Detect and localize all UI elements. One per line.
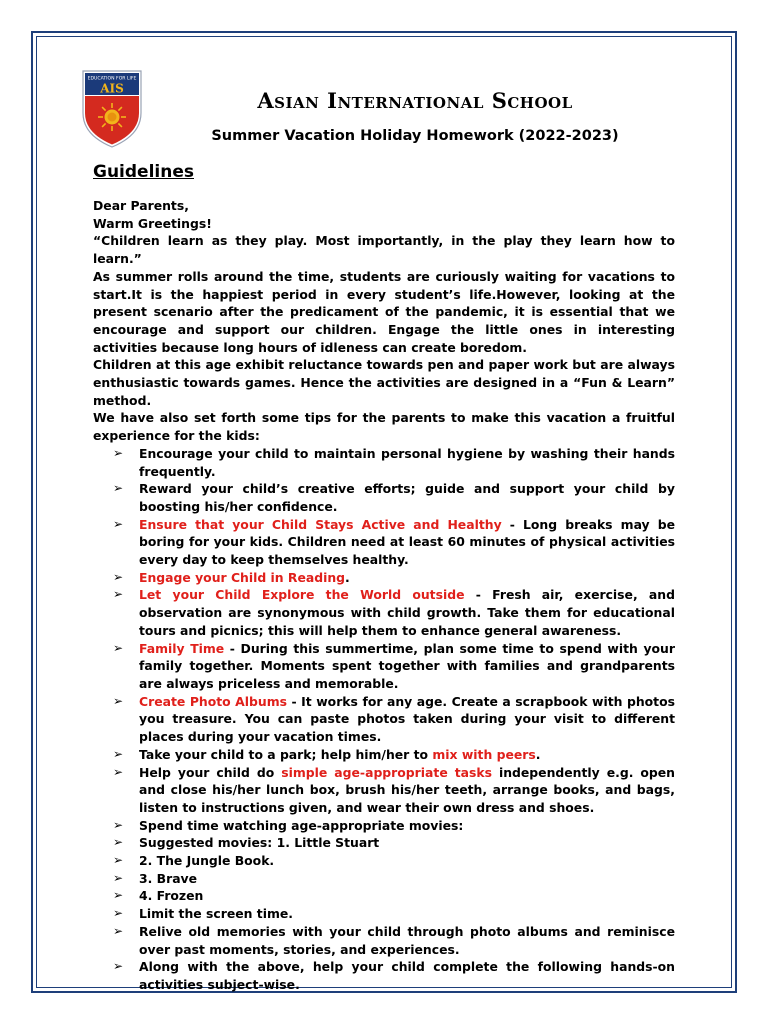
arrow-bullet-icon: ➢ — [113, 906, 124, 921]
arrow-bullet-icon: ➢ — [113, 569, 124, 584]
arrow-bullet-icon: ➢ — [113, 640, 124, 655]
arrow-bullet-icon: ➢ — [113, 746, 124, 761]
salutation: Dear Parents, — [93, 198, 189, 213]
list-item: ➢ Spend time watching age-appropriate movies: — [113, 817, 464, 833]
arrow-bullet-icon: ➢ — [113, 888, 124, 903]
arrow-bullet-icon: ➢ — [113, 516, 124, 531]
logo-initials: AIS — [100, 81, 124, 96]
intro-paragraph-2: Children at this age exhibit reluctance towards pen and paper work but are always enthusiastic towards games. Hence the activities are designed in a “Fun & Learn” method. — [93, 357, 675, 408]
arrow-bullet-icon: ➢ — [113, 870, 124, 885]
arrow-bullet-icon: ➢ — [113, 587, 124, 602]
school-name: Asian International School — [257, 88, 573, 113]
list-item: ➢ Help your child do simple age-appropriate tasks independently e.g. open and close his/her lunch box, brush his/her teeth, arrange books, and bags, listen to instructions given, and wear their own dress and shoes. — [113, 764, 676, 815]
list-item: ➢ Limit the screen time. — [113, 906, 293, 922]
arrow-bullet-icon: ➢ — [113, 923, 124, 938]
list-item: ➢ Encourage your child to maintain personal hygiene by washing their hands frequently. — [113, 445, 675, 479]
arrow-bullet-icon: ➢ — [113, 817, 124, 832]
intro-paragraph-1: As summer rolls around the time, students are curiously waiting for vacations to start.It is the happiest period in every student’s life.However, looking at the present scenario after the predicament of the pandemic, it is essential that we encourage and support our children. Engage the little ones in interesting activities because long hours of idleness can create boredom. — [93, 268, 675, 355]
list-item: ➢ Let your Child Explore the World outside - Fresh air, exercise, and observation are synonymous with child growth. Take them for educational tours and picnics; this will help them to enhance general awareness. — [113, 587, 675, 638]
list-item: ➢ Engage your Child in Reading. — [113, 569, 350, 585]
school-logo — [81, 69, 143, 149]
arrow-bullet-icon: ➢ — [113, 481, 124, 496]
list-item: ➢ Relive old memories with your child through photo albums and reminisce over past moments, stories, and experiences. — [113, 923, 675, 957]
arrow-bullet-icon: ➢ — [113, 693, 124, 708]
quote: “Children learn as they play. Most importantly, in the play they learn how to learn.” — [93, 233, 675, 267]
guidelines-body — [93, 197, 675, 994]
arrow-bullet-icon: ➢ — [113, 835, 124, 850]
greeting: Warm Greetings! — [93, 215, 212, 231]
guidelines-heading: Guidelines — [93, 162, 194, 182]
intro-paragraph-3: We have also set forth some tips for the parents to make this vacation a fruitful experience for the kids: — [93, 410, 675, 444]
homework-subtitle: Summer Vacation Holiday Homework (2022-2023) — [211, 128, 619, 144]
list-item: ➢ 3. Brave — [113, 870, 198, 886]
arrow-bullet-icon: ➢ — [113, 445, 124, 460]
logo-tagline: EDUCATION FOR LIFE — [87, 76, 137, 82]
arrow-bullet-icon: ➢ — [113, 764, 124, 779]
list-item: ➢ Along with the above, help your child complete the following hands-on activities subject-wise. — [113, 959, 675, 992]
list-item: ➢ Create Photo Albums - It works for any age. Create a scrapbook with photos you treasure. You can paste photos taken during your visit to different places during your vacation times. — [113, 693, 675, 745]
list-item: ➢ 4. Frozen — [113, 888, 204, 904]
tips-list — [93, 445, 675, 994]
list-item: ➢ Reward your child’s creative efforts; guide and support your child by boosting his/her confidence. — [113, 481, 675, 514]
list-item: ➢ Suggested movies: 1. Little Stuart — [113, 835, 380, 851]
list-item: ➢ Take your child to a park; help him/her to mix with peers. — [113, 746, 541, 762]
arrow-bullet-icon: ➢ — [113, 959, 124, 974]
list-item: ➢ Family Time - During this summertime, plan some time to spend with your family together. Moments spent together with families and grandparents are always priceless and memorable. — [113, 640, 675, 691]
list-item: ➢ Ensure that your Child Stays Active and Healthy - Long breaks may be boring for your kids. Children need at least 60 minutes of physical activities every day to keep themselves healthy. — [113, 516, 675, 568]
logo-sun-icon — [98, 103, 126, 131]
arrow-bullet-icon: ➢ — [113, 853, 124, 868]
list-item: ➢ 2. The Jungle Book. — [113, 853, 275, 869]
